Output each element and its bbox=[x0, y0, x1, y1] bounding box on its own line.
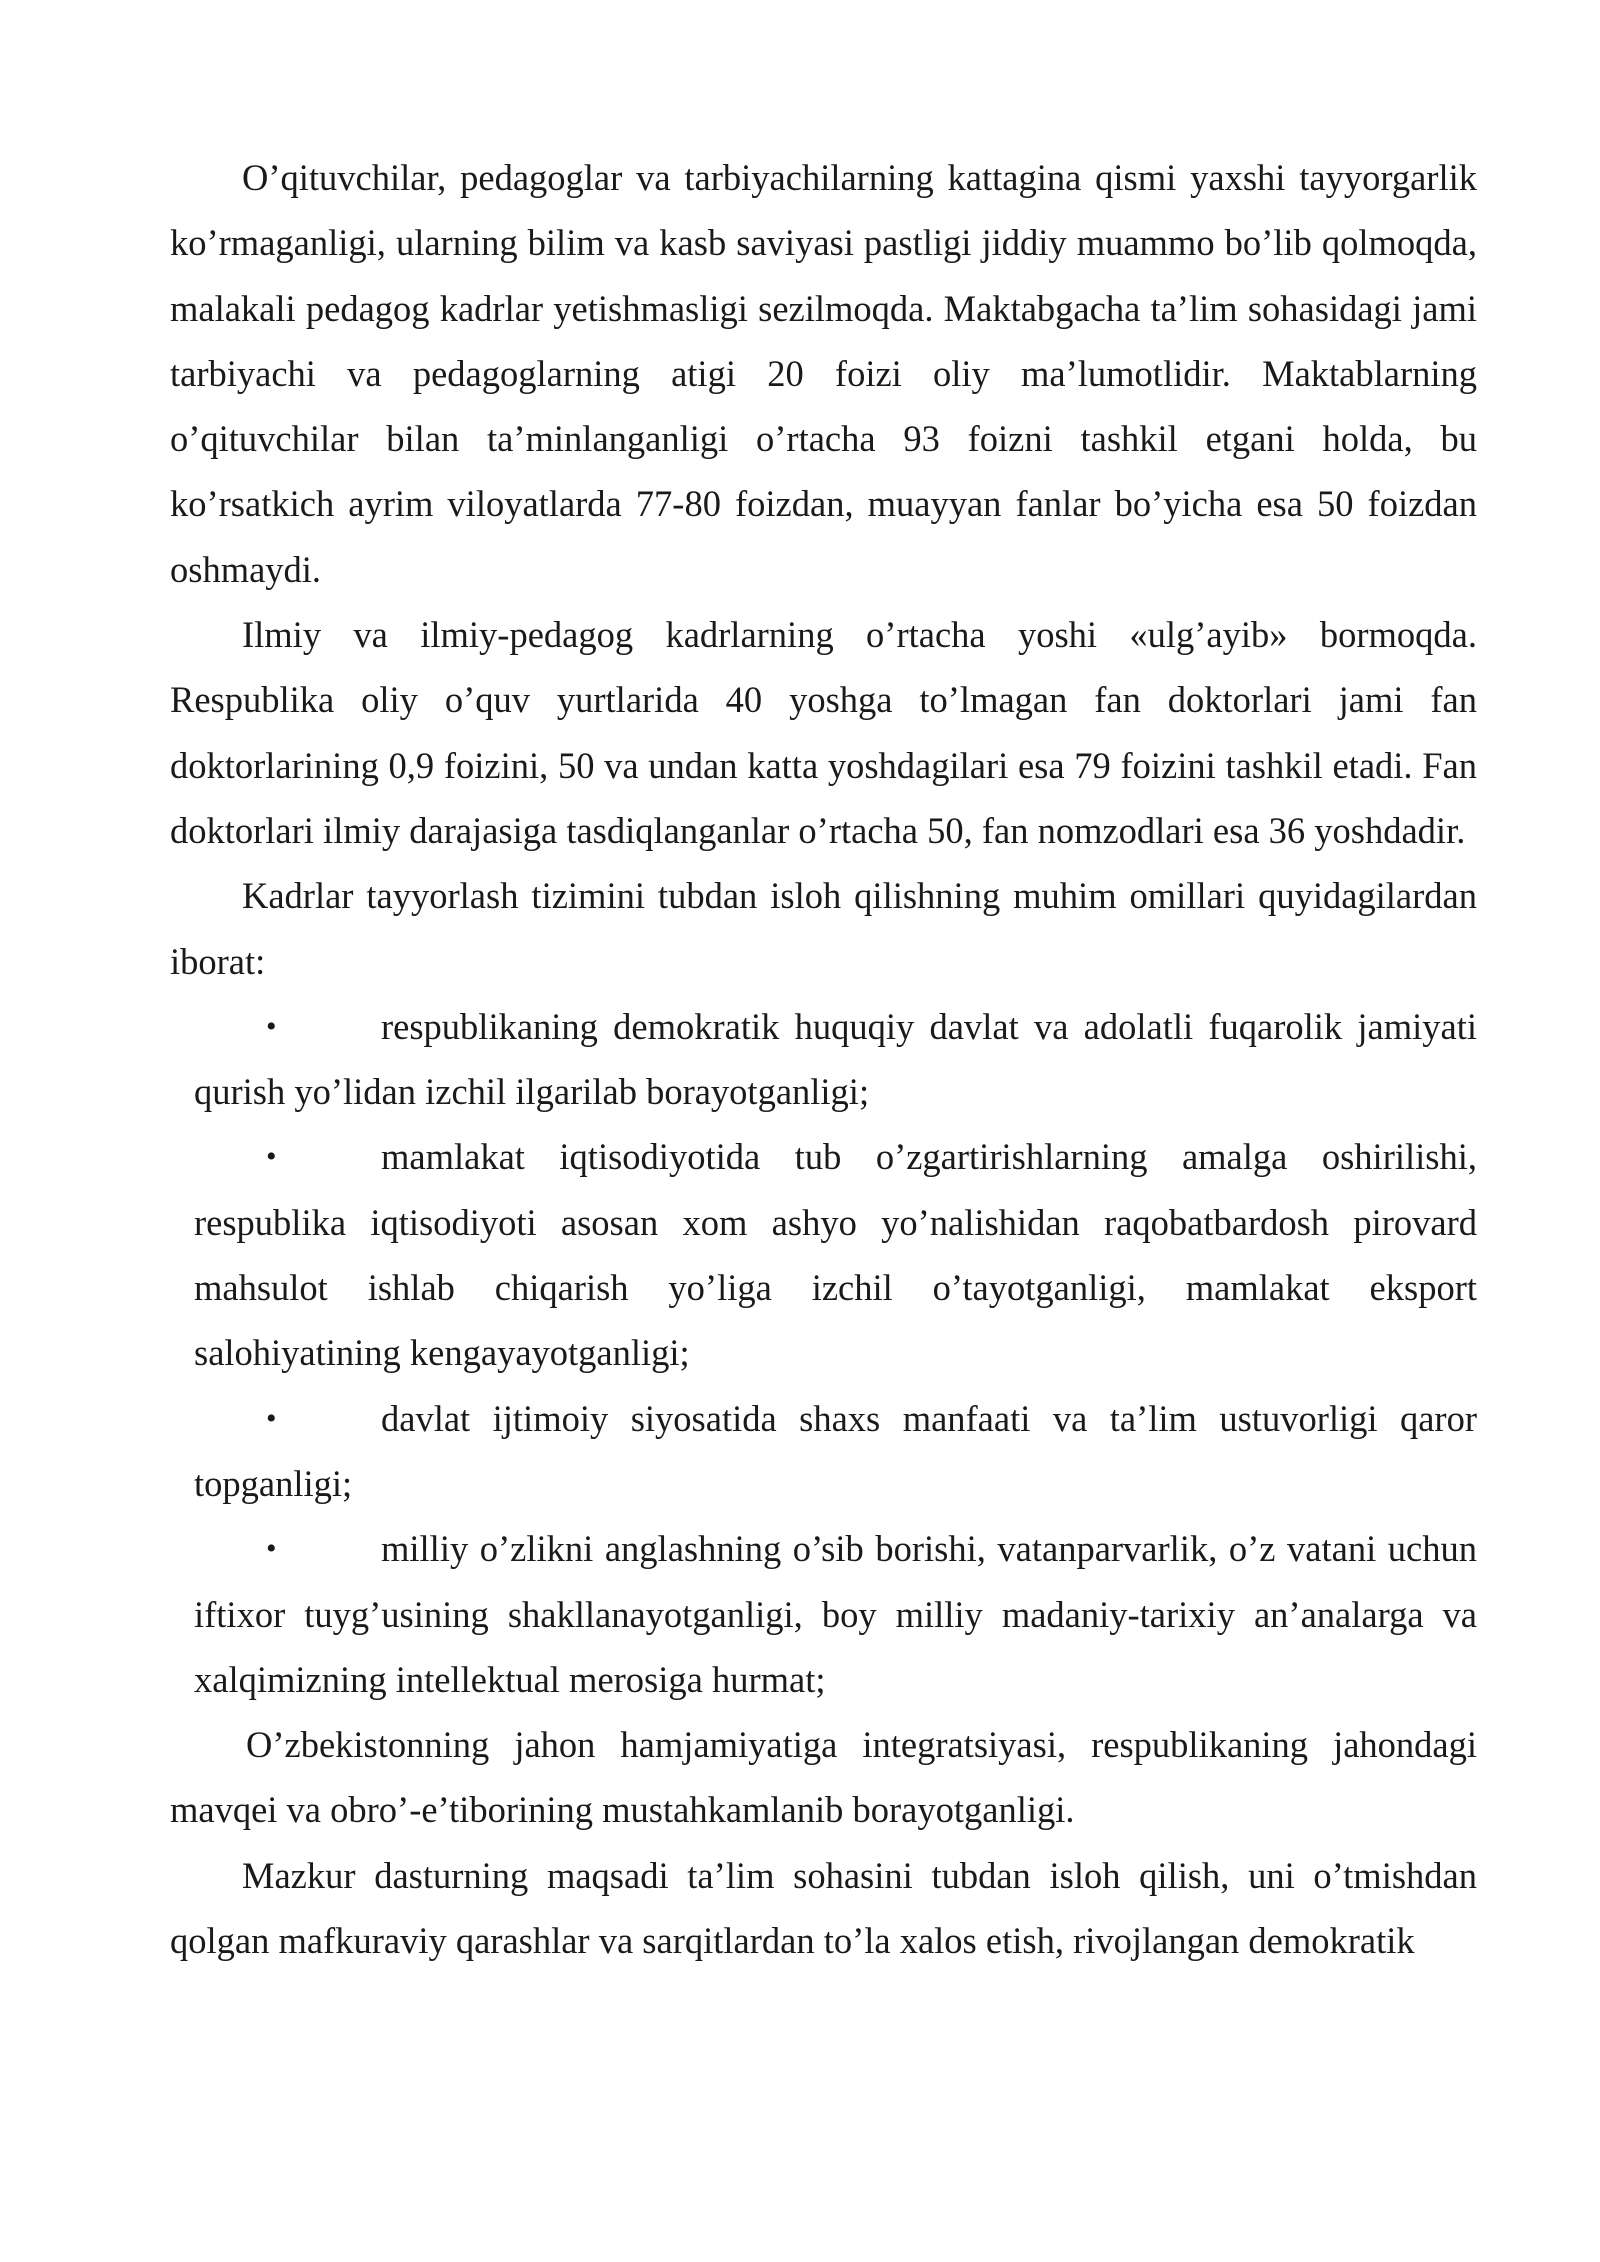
list-item-text: mamlakat iqtisodiyotida tub o’zgartirishlarning amalga oshirilishi, respublika iqtisodiyoti asosan xom ashyo yo’nalishidan raqobatbardosh pirovard mahsulot ishlab chiqarish yo’liga izchil o’tayotganligi, mamlakat eksport salohiyatining kengayayotganligi; bbox=[194, 1136, 1477, 1374]
bullet-icon: • bbox=[266, 1140, 277, 1174]
bullet-icon: • bbox=[266, 1401, 277, 1435]
list-item-text: davlat ijtimoiy siyosatida shaxs manfaati va ta’lim ustuvorligi qaror topganligi; bbox=[194, 1397, 1477, 1504]
document-page bbox=[170, 145, 1477, 1973]
bullet-icon: • bbox=[266, 1532, 277, 1566]
paragraph-reform-factors-intro: Kadrlar tayyorlash tizimini tubdan isloh qilishning muhim omillari quyidagilardan iborat: bbox=[170, 875, 1477, 982]
list-item bbox=[194, 994, 1477, 1125]
list-item-text: milliy o’zlikni anglashning o’sib borishi, vatanparvarlik, o’z vatani uchun iftixor tuyg’usining shakllanayotganligi, boy milliy madaniy-tarixiy an’analarga va xalqimizning intellektual merosiga hurmat; bbox=[194, 1528, 1477, 1700]
list-item bbox=[194, 1386, 1477, 1517]
paragraph-program-goal: Mazkur dasturning maqsadi ta’lim sohasini tubdan isloh qilish, uni o’tmishdan qolgan mafkuraviy qarashlar va sarqitlardan to’la xalos etish, rivojlangan demokratik bbox=[170, 1854, 1477, 1962]
list-item-text: respublikaning demokratik huquqiy davlat va adolatli fuqarolik jamiyati qurish yo’lidan izchil ilgarilab borayotganligi; bbox=[194, 1005, 1477, 1113]
list-item bbox=[194, 1124, 1477, 1385]
paragraph-integration: O’zbekistonning jahon hamjamiyatiga integratsiyasi, respublikaning jahondagi mavqei va obro’-e’tiborining mustahkamlanib borayotganligi. bbox=[170, 1724, 1477, 1831]
paragraph-teacher-shortage: O’qituvchilar, pedagoglar va tarbiyachilarning kattagina qismi yaxshi tayyorgarlik ko’rmaganligi, ularning bilim va kasb saviyasi pastligi jiddiy muammo bo’lib qolmoqda, malakali pedagog kadrlar yetishmasligi sezilmoqda. Maktabgacha ta’lim sohasidagi jami tarbiyachi va pedagoglarning atigi 20 foizi oliy ma’lumotlidir. Maktablarning o’qituvchilar bilan ta’minlanganligi o’rtacha 93 foizni tashkil etgani holda, bu ko’rsatkich ayrim viloyatlarda 77-80 foizdan, muayyan fanlar bo’yicha esa 50 foizdan oshmaydi. bbox=[170, 157, 1477, 590]
paragraph-academic-age: Ilmiy va ilmiy-pedagog kadrlarning o’rtacha yoshi «ulg’ayib» bormoqda. Respublika oliy o’quv yurtlarida 40 yoshga to’lmagan fan doktorlari jami fan doktorlarining 0,9 foizini, 50 va undan katta yoshdagilari esa 79 foizini tashkil etadi. Fan doktorlari ilmiy darajasiga tasdiqlanganlar o’rtacha 50, fan nomzodlari esa 36 yoshdadir. bbox=[170, 614, 1477, 851]
list-item bbox=[194, 1516, 1477, 1712]
reform-factors-list bbox=[170, 994, 1477, 1712]
bullet-icon: • bbox=[266, 1009, 277, 1043]
